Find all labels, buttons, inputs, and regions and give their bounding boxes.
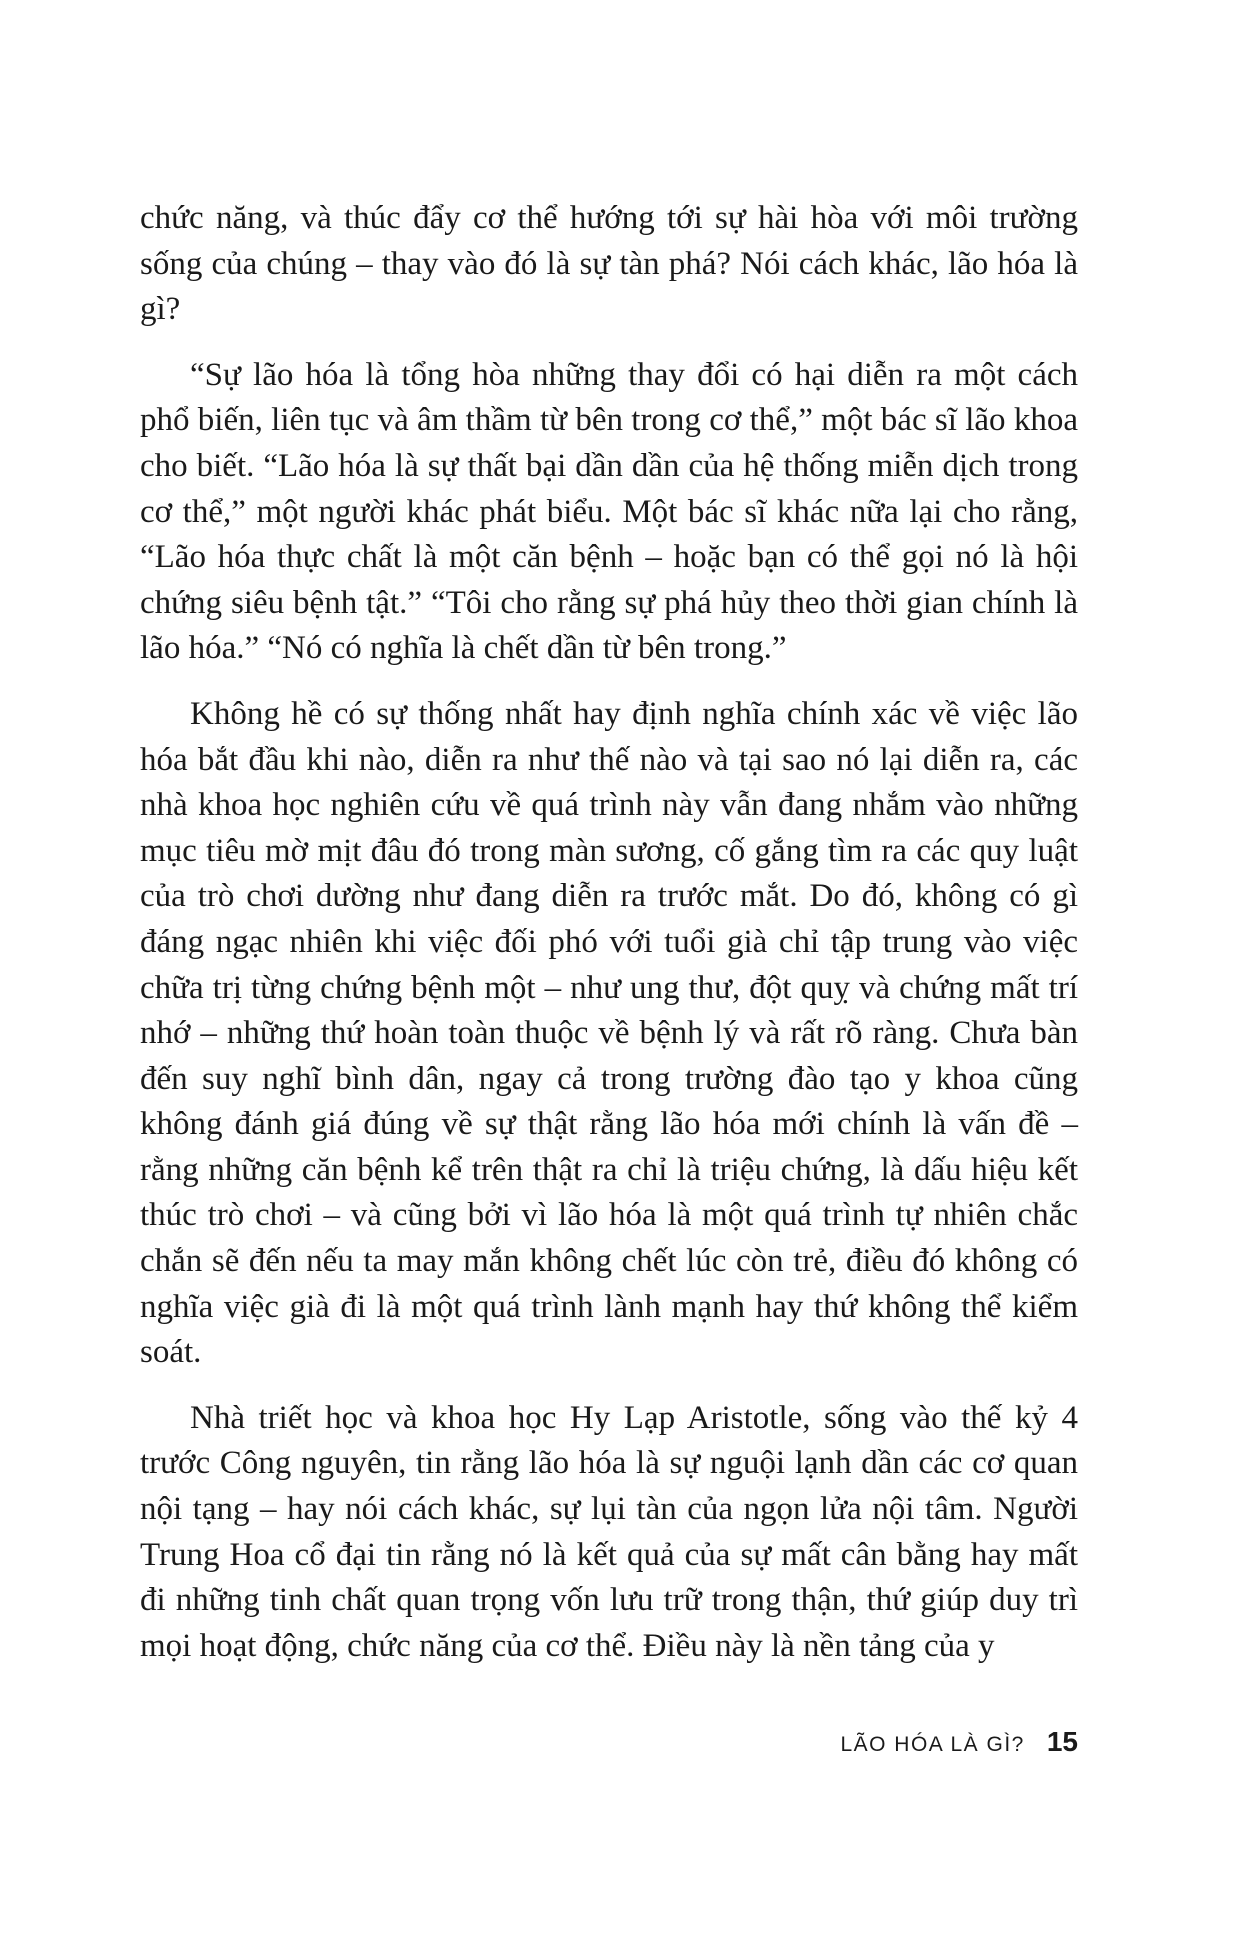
running-footer	[700, 1726, 1078, 1766]
chapter-title: LÃO HÓA LÀ GÌ?	[840, 1733, 1025, 1756]
page-number: 15	[1046, 1726, 1078, 1757]
paragraph-definitions-quotes: “Sự lão hóa là tổng hòa những thay đổi có hại diễn ra một cách phổ biến, liên tục và âm thầm từ bên trong cơ thể,” một bác sĩ lão khoa cho biết. “Lão hóa là sự thất bại dần dần của hệ thống miễn dịch trong cơ thể,” một người khác phát biểu. Một bác sĩ khác nữa lại cho rằng, “Lão hóa thực chất là một căn bệnh – hoặc bạn có thể gọi nó là hội chứng siêu bệnh tật.” “Tôi cho rằng sự phá hủy theo thời gian chính là lão hóa.” “Nó có nghĩa là chết dần từ bên trong.”	[140, 356, 1078, 667]
paragraph-no-consensus: Không hề có sự thống nhất hay định nghĩa chính xác về việc lão hóa bắt đầu khi nào, diễn ra như thế nào và tại sao nó lại diễn ra, các nhà khoa học nghiên cứu về quá trình này vẫn đang nhắm vào những mục tiêu mờ mịt đâu đó trong màn sương, cố gắng tìm ra các quy luật của trò chơi dường như đang diễn ra trước mắt. Do đó, không có gì đáng ngạc nhiên khi việc đối phó với tuổi già chỉ tập trung vào việc chữa trị từng chứng bệnh một – như ung thư, đột quỵ và chứng mất trí nhớ – những thứ hoàn toàn thuộc về bệnh lý và rất rõ ràng. Chưa bàn đến suy nghĩ bình dân, ngay cả trong trường đào tạo y khoa cũng không đánh giá đúng về sự thật rằng lão hóa mới chính là vấn đề – rằng những căn bệnh kể trên thật ra chỉ là triệu chứng, là dấu hiệu kết thúc trò chơi – và cũng bởi vì lão hóa là một quá trình tự nhiên chắc chắn sẽ đến nếu ta may mắn không chết lúc còn trẻ, điều đó không có nghĩa việc già đi là một quá trình lành mạnh hay thứ không thể kiểm soát.	[140, 695, 1078, 1371]
paragraph-continued: chức năng, và thúc đẩy cơ thể hướng tới sự hài hòa với môi trường sống của chúng – thay vào đó là sự tàn phá? Nói cách khác, lão hóa là gì?	[140, 200, 1078, 328]
body-text	[140, 196, 1078, 1669]
paragraph-aristotle: Nhà triết học và khoa học Hy Lạp Aristotle, sống vào thế kỷ 4 trước Công nguyên, tin rằng lão hóa là sự nguội lạnh dần các cơ quan nội tạng – hay nói cách khác, sự lụi tàn của ngọn lửa nội tâm. Người Trung Hoa cổ đại tin rằng nó là kết quả của sự mất cân bằng hay mất đi những tinh chất quan trọng vốn lưu trữ trong thận, thứ giúp duy trì mọi hoạt động, chức năng của cơ thể. Điều này là nền tảng của y	[140, 1399, 1078, 1664]
